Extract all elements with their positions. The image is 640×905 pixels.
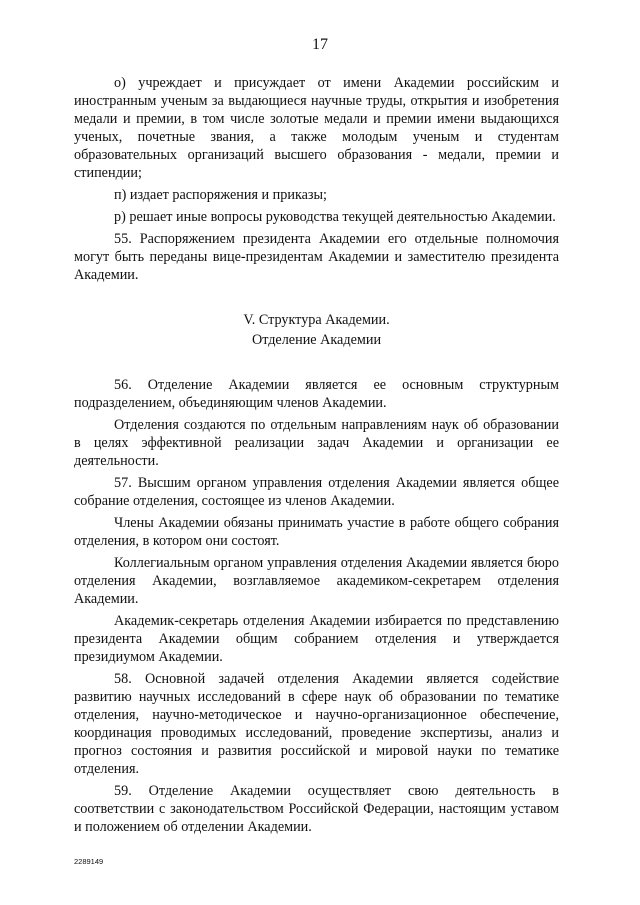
section-heading (74, 310, 559, 350)
document-body (74, 74, 559, 840)
paragraph-58: 58. Основной задачей отделения Академии является содействие развитию научных исследований в сфере наук об образовании по тематике отделения, научно-методическое и научно-организационное обеспечение, координация проводимых исследований, проведение экспертизы, анализ и прогноз состояния и развития российской и мировой науки по тематике отделения. (74, 671, 559, 777)
paragraph-57-members: Члены Академии обязаны принимать участие в работе общего собрания отделения, в котором они состоят. (74, 515, 559, 549)
paragraph-57-secretary: Академик-секретарь отделения Академии избирается по представлению президента Академии общим собранием отделения и утверждается президиумом Академии. (74, 613, 559, 665)
paragraph-59: 59. Отделение Академии осуществляет свою деятельность в соответствии с законодательством Российской Федерации, настоящим уставом и положением об отделении Академии. (74, 783, 559, 835)
paragraph-item-o: о) учреждает и присуждает от имени Академии российским и иностранным ученым за выдающиеся научные труды, открытия и изобретения медали и премии, в том числе золотые медали и премии имени выдающихся ученых, почетные звания, а также молодым ученым и студентам образовательных организаций высшего образования - медали, премии и стипендии; (74, 75, 559, 181)
paragraph-57: 57. Высшим органом управления отделения Академии является общее собрание отделения, состоящее из членов Академии. (74, 475, 559, 509)
document-code: 2289149 (74, 857, 104, 866)
page-number: 17 (312, 36, 328, 53)
section-title: V. Структура Академии. (243, 312, 390, 328)
paragraph-56: 56. Отделение Академии является ее основным структурным подразделением, объединяющим членов Академии. (74, 377, 559, 411)
section-subtitle: Отделение Академии (251, 332, 382, 348)
paragraph-57-bureau: Коллегиальным органом управления отделения Академии является бюро отделения Академии, возглавляемое академиком-секретарем отделения Академии. (74, 555, 559, 607)
paragraph-56-cont: Отделения создаются по отдельным направлениям наук об образовании в целях эффективной реализации задач Академии и организации ее деятельности. (74, 417, 559, 469)
paragraph-55: 55. Распоряжением президента Академии его отдельные полномочия могут быть переданы вице-президентам Академии и заместителю президента Академии. (74, 231, 559, 283)
paragraph-item-p: п) издает распоряжения и приказы; (114, 187, 327, 203)
paragraph-item-r: р) решает иные вопросы руководства текущей деятельностью Академии. (114, 209, 556, 225)
